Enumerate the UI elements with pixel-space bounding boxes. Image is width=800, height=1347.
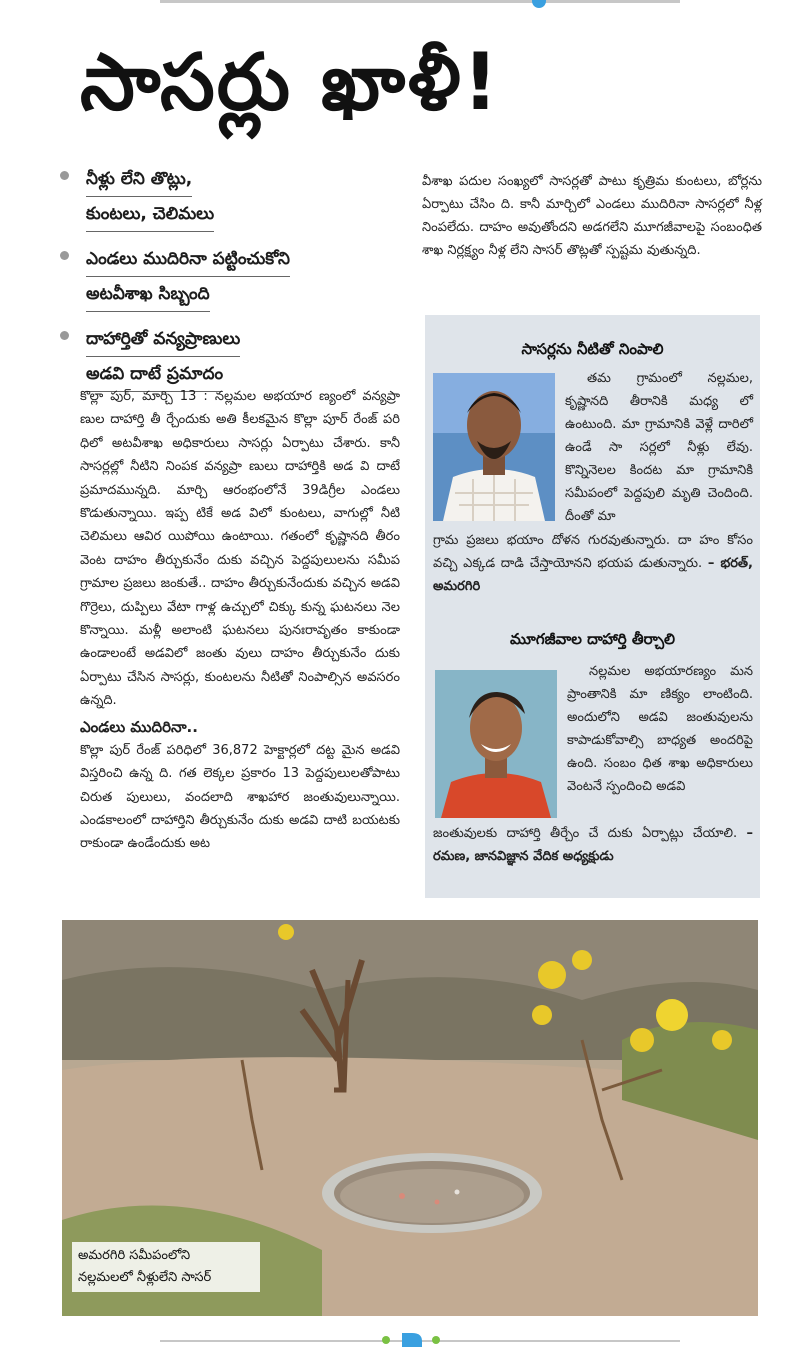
bullet-line: దాహార్తితో వన్యప్రాణులు bbox=[86, 322, 240, 357]
quote-text-continued bbox=[433, 529, 753, 598]
quote-box-title: మూగజీవాల దాహార్తి తీర్చాలి bbox=[509, 630, 676, 648]
bullet-dot-icon bbox=[60, 171, 69, 180]
bullet-line: అడవి దాటే ప్రమాదం bbox=[86, 357, 223, 392]
subheading: ఎండలు ముదిరినా.. bbox=[80, 717, 198, 736]
bullet-dot-icon bbox=[60, 331, 69, 340]
quote-text: జంతువులకు దాహార్తి తీర్చేం చే దుకు ఏర్పాట్లు చేయాలి. bbox=[433, 826, 738, 841]
person-photo-icon bbox=[435, 670, 557, 818]
quote-attribution: – భరత్, అమరగిరి bbox=[433, 556, 753, 594]
bullet-item bbox=[60, 322, 410, 392]
caption-line: అమరగిరి సమీపంలోని bbox=[78, 1248, 191, 1263]
bullet-item bbox=[60, 162, 410, 232]
quote-box-title: సాసర్లను నీటితో నింపాలి bbox=[521, 340, 664, 358]
bullet-line: కుంటలు, చెలిమలు bbox=[86, 197, 214, 232]
body-paragraph: కొల్లా పుర్ రేంజ్ పరిధిలో 36,872 హెక్టార్లలో దట్ట మైన అడవి విస్తరించి ఉన్న ది. గత లెక్కల ప్రకారం 13 పెద్దపులులతోపాటు చిరుత పులులు, వందలాది శాఖహార జంతువులున్నాయి. ఎండకాలంలో దాహార్తిని తీర్చుకునేం దుకు అడవి దాటి బయటకు రాకుండా ఉండేందుకు అట bbox=[80, 742, 400, 852]
quote-attribution: – రమణ, జానవిజ్ఞాన వేదిక అధ్యక్షుడు bbox=[433, 826, 753, 864]
article-body-left bbox=[80, 385, 400, 856]
bullet-line: ఎండలు ముదిరినా పట్టించుకోని bbox=[86, 242, 290, 277]
top-logo-mark bbox=[532, 0, 546, 8]
quote-box bbox=[425, 315, 760, 898]
article-body-right bbox=[422, 170, 762, 262]
person-photo bbox=[435, 670, 557, 818]
bullet-item bbox=[60, 242, 410, 312]
body-paragraph: కొల్లా పుర్, మార్చి 13 : నల్లమల అభయార ణ్యంలో వన్యప్రా ణుల దాహార్తి తీ ర్చేందుకు అతి కీలకమైన కొల్లా పూర్ రేంజ్ పరి ధిలో అటవీశాఖ అధికారులు సాసర్లు ఏర్పాటు చేశారు. కానీ సాసర్లల్లో నీటిని నింపక వన్యప్రా ణులు దాహార్తికి అడ వి దాటే ప్రమాదమున్నది. మార్చి ఆరంభంలోనే 39డిగ్రీల ఎండలు కొడుతున్నాయి. ఇప్ప టికే అడ విలో కుంటలు, వాగుల్లో నీటి చెలిమలు ఆవిర యిపోయి ఉంటాయి. గతంలో కృష్ణానది తీరం వెంట దాహం తీర్చుకునేం దుకు వచ్చిన పెద్దపులులను సమీప గ్రామాల ప్రజలు జంకుతే.. దాహం తీర్చుకునేందుకు వచ్చిన అడవి గొర్రెలు, దుప్పిలు వేటా గాళ్ల ఉచ్చులో చిక్కు కున్న ఘటనలు నెల కొన్నాయి. మళ్లీ అలాంటి ఘటనలు పునఃరావృతం కాకుండా ఉండాలంటే అడవిలో జంతు వులు దాహం తీర్చుకునేం దుకు ఏర్పాటు చేసిన సాసర్లు, కుంటలను నీటితో నింపాల్సిన అవసరం ఉన్నది. bbox=[80, 389, 400, 709]
bullet-list bbox=[60, 162, 410, 402]
body-paragraph: వీశాఖ పదుల సంఖ్యలో సాసర్లతో పాటు కృత్రిమ కుంటలు, బోర్లను ఏర్పాటు చేసిం ది. కానీ మార్చిలో ఎండలు ముదిరినా సాసర్లలో నీళ్ల నింపలేదు. దాహం అవుతోందని అడగలేని మూగజీవాలపై సంబంధిత శాఖ నిర్లక్ష్యం నీళ్ల లేని సాసర్ తొట్లతో స్పష్టమ వుతున్నది. bbox=[422, 174, 762, 258]
bullet-line: నీళ్లు లేని తొట్లు, bbox=[86, 162, 192, 197]
person-photo-icon bbox=[433, 373, 555, 521]
caption-line: నల్లమలలో నీళ్లులేని సాసర్ bbox=[78, 1270, 212, 1285]
top-rule bbox=[160, 0, 680, 3]
quote-text: తమ గ్రామంలో నల్లమల, కృష్ణానది తీరానికి మధ్య లో ఉంటుంది. మా గ్రామానికి వెళ్లే దారిలో ఉండే సా సర్లలో నీళ్లు లేవు. కొన్నినెలల కిందట మా గ్రామానికి సమీపంలో పెద్దపులి మృతి చెందింది. దీంతో మా bbox=[565, 371, 753, 524]
footer-logo-icon bbox=[378, 1331, 448, 1347]
quote-text: నల్లమల అభయారణ్యం మన ప్రాంతానికి మా ణిక్యం లాంటింది. అందులోని అడవి జంతువులను కాపాడుకోవాల్సి బాధ్యత అందరిపై ఉంది. సంబం ధిత శాఖ అధికారులు వెంటనే స్పందించి అడవి bbox=[567, 664, 753, 794]
bullet-line: అటవీశాఖ సిబ్బంది bbox=[86, 277, 210, 312]
bullet-dot-icon bbox=[60, 251, 69, 260]
quote-text: గ్రామ ప్రజలు భయాం దోళన గురవుతున్నారు. దా హం కోసం వచ్చి ఎక్కడ దాడి చేస్తాయోనని భయప డుతున్నారు. bbox=[433, 533, 753, 571]
quote-text-continued bbox=[433, 822, 753, 868]
headline: సాసర్లు ఖాళీ! bbox=[80, 38, 501, 128]
person-photo bbox=[433, 373, 555, 521]
photo-caption bbox=[72, 1242, 260, 1292]
